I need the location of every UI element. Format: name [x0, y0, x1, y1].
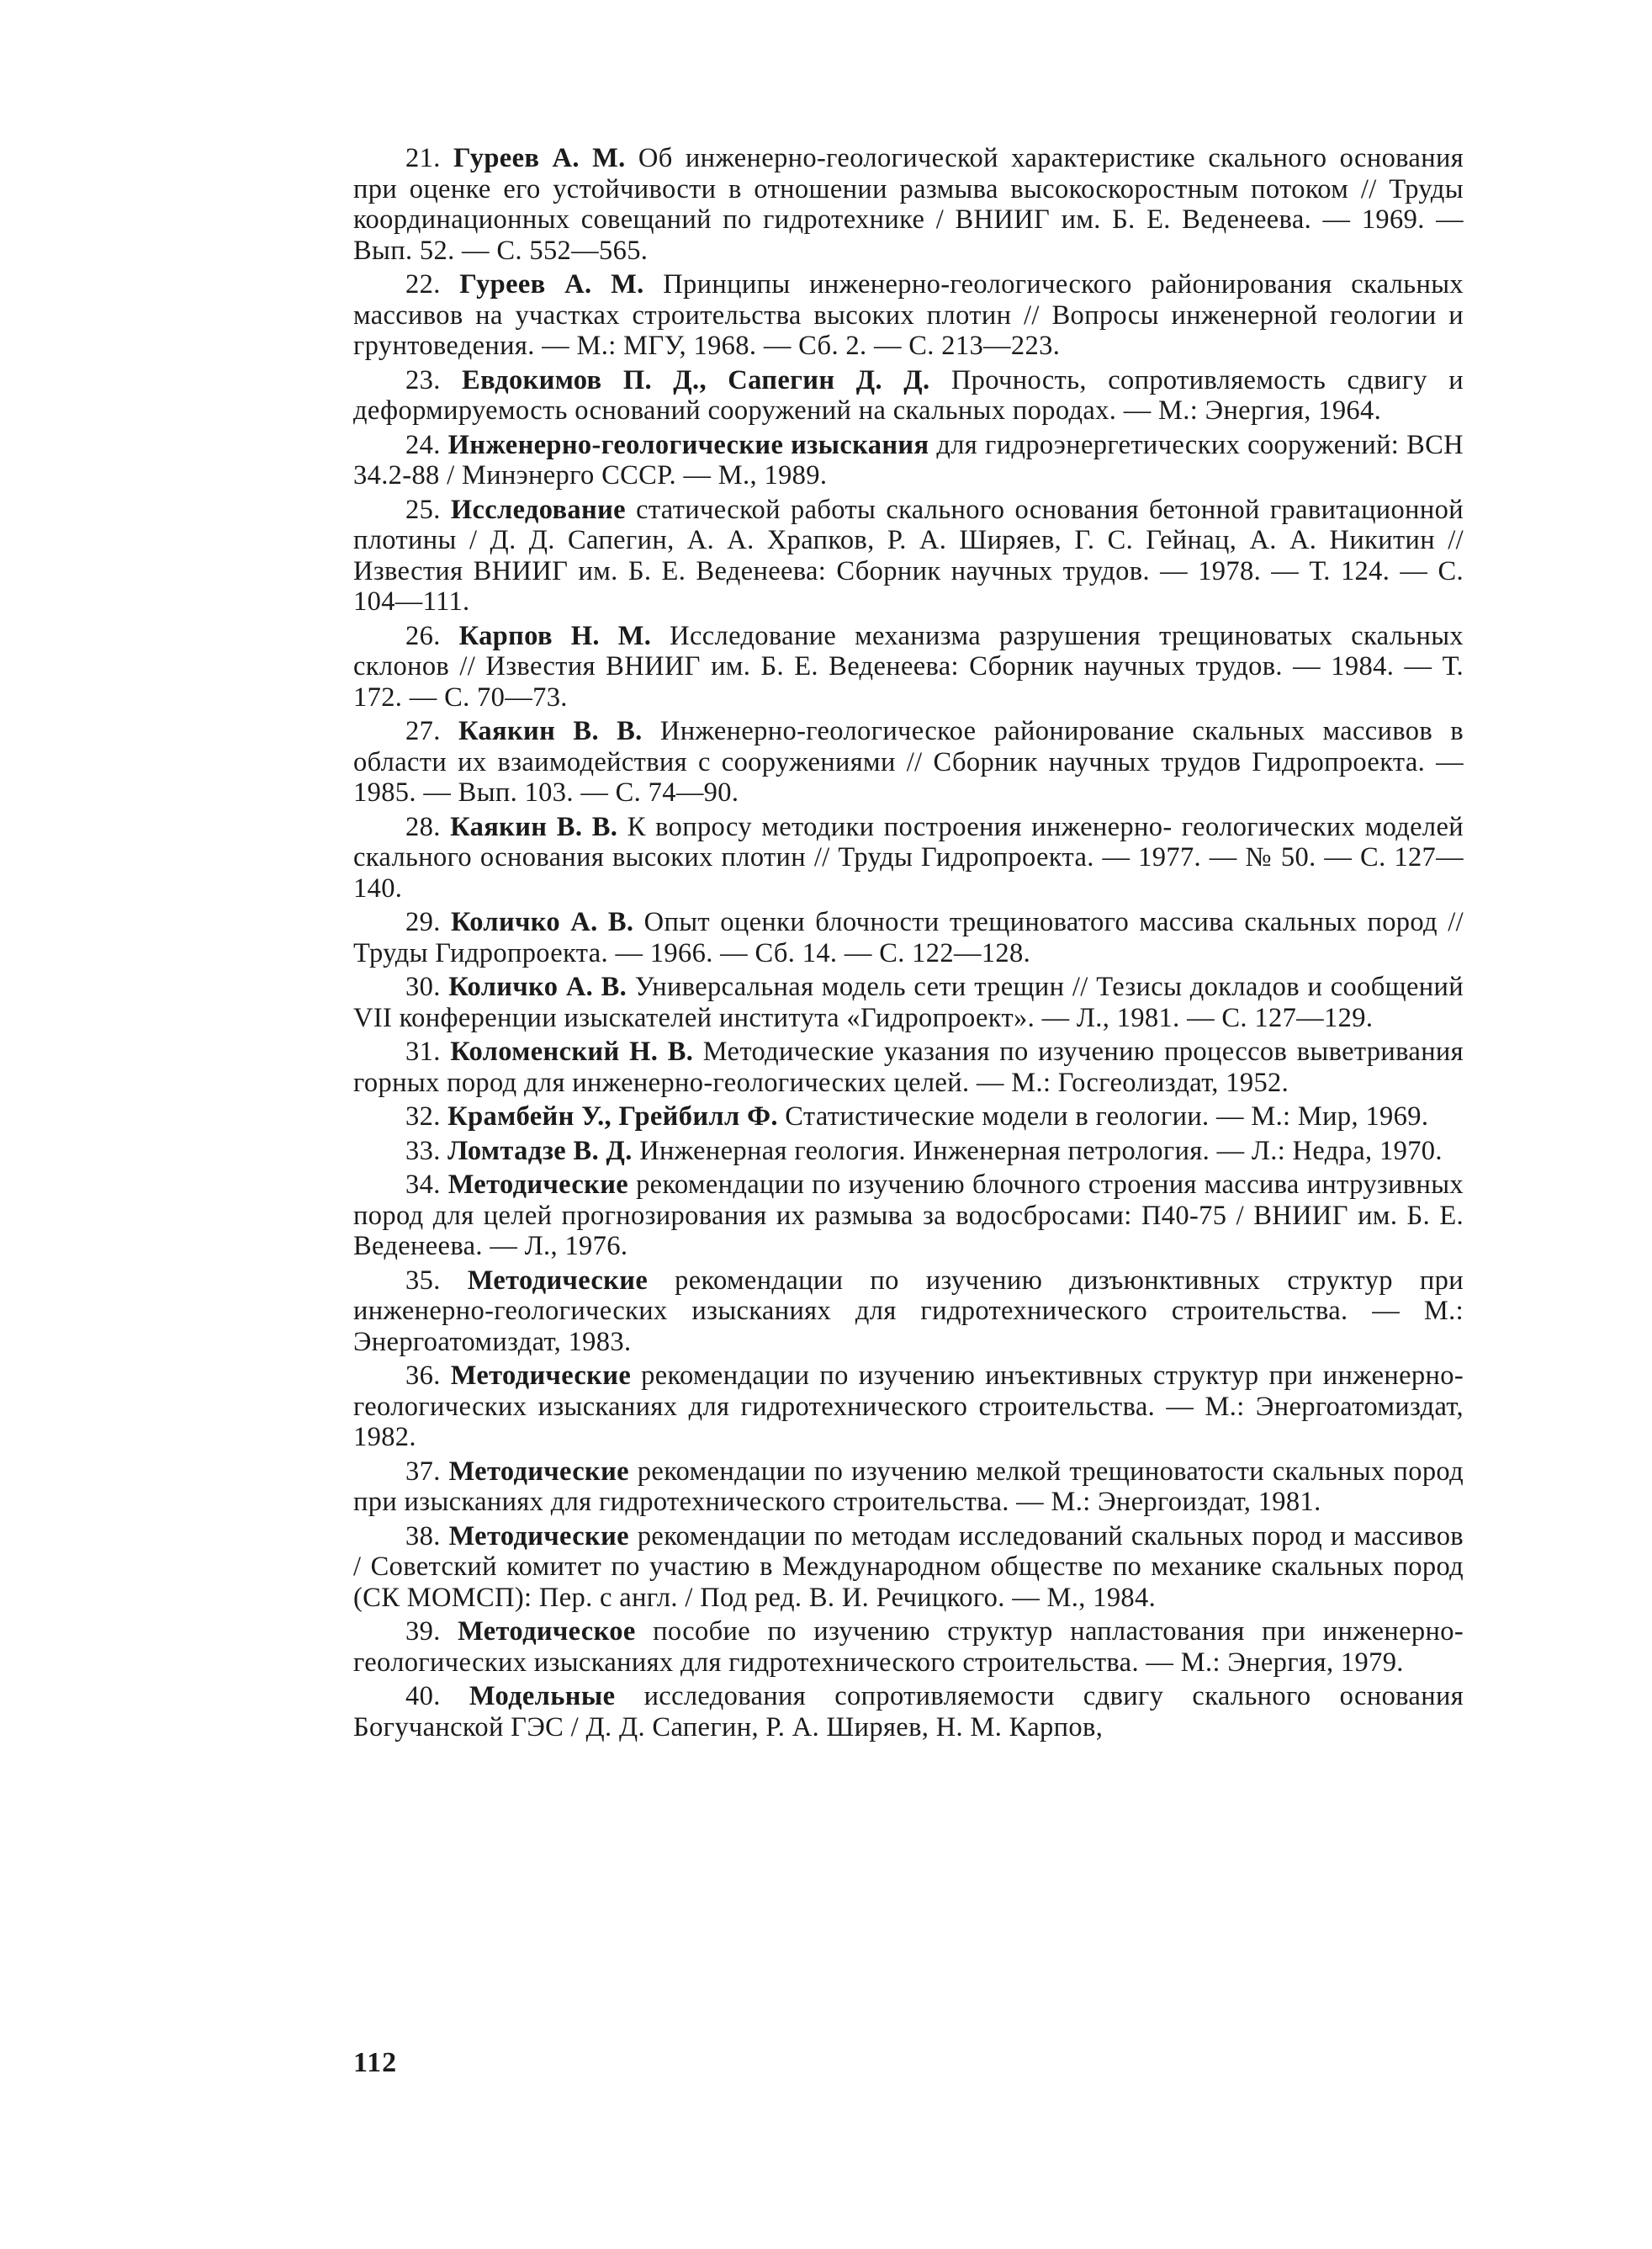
reference-number: 40. — [405, 1681, 441, 1711]
reference-author: Каякин В. В. — [450, 811, 618, 842]
reference-text: рекомендации по методам исследований скальных пород и массивов / Советский комитет по участию в Международном обществе по механике скальных пород (СК МОМСП): Пер. с англ. / Под ред. В. И. Речицкого. — М., 1984. — [353, 1520, 1464, 1613]
reference-number: 29. — [405, 907, 441, 937]
reference-number: 37. — [405, 1456, 441, 1487]
reference-number: 38. — [405, 1520, 441, 1551]
reference-number: 35. — [405, 1265, 441, 1296]
reference-number: 33. — [405, 1135, 441, 1166]
reference-number: 25. — [405, 494, 441, 525]
reference-author: Количко А. В. — [450, 907, 634, 937]
reference-item-34 — [353, 1170, 1464, 1262]
reference-author: Модельные — [469, 1681, 616, 1711]
reference-author: Инженерно-геологические изыскания — [447, 429, 929, 460]
reference-item-23 — [353, 365, 1464, 427]
reference-text: К вопросу методики построения инженерно- геологических моделей скального основания высоких плотин // Труды Гидропроекта. — 1977. — № 50. — С. 127—140. — [353, 811, 1464, 904]
reference-text: Опыт оценки блочности трещиноватого массива скальных пород // Труды Гидропроекта. — 1966. — Сб. 14. — С. 122—128. — [353, 907, 1464, 968]
reference-number: 34. — [405, 1170, 441, 1200]
reference-author: Методическое — [458, 1616, 636, 1647]
reference-number: 24. — [405, 429, 441, 460]
reference-text: рекомендации по изучению мелкой трещиноватости скальных пород при изысканиях для гидротехнического строительства. — М.: Энергоиздат, 1981. — [353, 1456, 1464, 1517]
reference-text: Методические указания по изучению процессов выветривания горных пород для инженерно-геологических целей. — М.: Госгеолиздат, 1952. — [353, 1037, 1464, 1098]
reference-author: Методические — [448, 1520, 629, 1551]
reference-number: 32. — [405, 1101, 441, 1132]
reference-author: Исследование — [450, 494, 626, 525]
reference-author: Методические — [450, 1361, 632, 1391]
reference-text: Прочность, сопротивляемость сдвигу и деформируемость оснований сооружений на скальных породах. — М.: Энергия, 1964. — [353, 364, 1464, 426]
reference-item-39 — [353, 1616, 1464, 1678]
reference-item-35 — [353, 1265, 1464, 1358]
reference-item-36 — [353, 1361, 1464, 1453]
reference-number: 39. — [405, 1616, 441, 1647]
reference-item-21 — [353, 143, 1464, 266]
reference-text: рекомендации по изучению блочного строения массива интрузивных пород для целей прогнозирования их размыва за водосбросами: П40-75 / ВНИИГ им. Б. Е. Веденеева. — Л., 1976. — [353, 1170, 1464, 1261]
reference-item-29 — [353, 907, 1464, 968]
reference-author: Каякин В. В. — [458, 716, 643, 746]
reference-item-33 — [353, 1136, 1464, 1167]
reference-author: Коломенский Н. В. — [450, 1037, 694, 1067]
reference-item-32 — [353, 1101, 1464, 1132]
reference-author: Евдокимов П. Д., Сапегин Д. Д. — [462, 364, 930, 395]
reference-text: Статистические модели в геологии. — М.: Мир, 1969. — [785, 1101, 1429, 1132]
reference-item-30 — [353, 972, 1464, 1033]
reference-text: для гидроэнергетических сооружений: ВСН 34.2-88 / Минэнерго СССР. — М., 1989. — [353, 429, 1464, 491]
reference-author: Гуреев А. М. — [453, 143, 626, 173]
reference-item-22 — [353, 269, 1464, 362]
reference-item-40 — [353, 1681, 1464, 1742]
reference-text: пособие по изучению структур напластования при инженерно-геологических изысканиях для гидротехнического строительства. — М.: Энергия, 1979. — [353, 1616, 1464, 1678]
reference-item-26 — [353, 621, 1464, 713]
reference-text: рекомендации по изучению дизъюнктивных структур при инженерно-геологических изысканиях для гидротехнического строительства. — М.: Энергоатомиздат, 1983. — [353, 1265, 1464, 1357]
reference-author: Методические — [467, 1265, 649, 1296]
reference-number: 28. — [405, 811, 441, 842]
reference-item-31 — [353, 1037, 1464, 1098]
reference-item-24 — [353, 430, 1464, 491]
reference-author: Методические — [448, 1456, 629, 1487]
reference-number: 23. — [405, 364, 441, 395]
reference-number: 36. — [405, 1361, 441, 1391]
reference-text: Инженерно-геологическое районирование скальных массивов в области их взаимодействия с сооружениями // Сборник научных трудов Гидропроекта. — 1985. — Вып. 103. — С. 74—90. — [353, 716, 1464, 808]
reference-number: 26. — [405, 620, 441, 651]
reference-author: Количко А. В. — [448, 972, 627, 1002]
reference-text: рекомендации по изучению инъективных структур при инженерно-геологических изысканиях для гидротехнического строительства. — М.: Энергоатомиздат, 1982. — [353, 1361, 1464, 1452]
reference-text: Об инженерно-геологической характеристике скального основания при оценке его устойчивости в отношении размыва высокоскоростным потоком // Труды координационных совещаний по гидротехнике / ВНИИГ им. Б. Е. Веденеева. — 1969. — Вып. 52. — С. 552—565. — [353, 143, 1464, 266]
reference-number: 22. — [405, 269, 441, 300]
reference-item-37 — [353, 1456, 1464, 1518]
reference-number: 27. — [405, 716, 441, 746]
reference-number: 30. — [405, 972, 441, 1002]
reference-text: Универсальная модель сети трещин // Тезисы докладов и сообщений VII конференции изыскателей института «Гидропроект». — Л., 1981. — С. 127—129. — [353, 972, 1464, 1033]
reference-author: Карпов Н. М. — [458, 620, 652, 651]
reference-list — [353, 143, 1464, 1746]
reference-text: исследования сопротивляемости сдвигу скального основания Богучанской ГЭС / Д. Д. Сапегин, Р. А. Ширяев, Н. М. Карпов, — [353, 1681, 1464, 1742]
reference-number: 31. — [405, 1037, 441, 1067]
reference-item-38 — [353, 1521, 1464, 1614]
reference-author: Крамбейн У., Грейбилл Ф. — [447, 1101, 778, 1132]
reference-text: Исследование механизма разрушения трещиноватых скальных склонов // Известия ВНИИГ им. Б. Е. Веденеева: Сборник научных трудов. — 1984. — Т. 172. — С. 70—73. — [353, 620, 1464, 713]
page-number: 112 — [353, 2047, 398, 2078]
reference-item-28 — [353, 812, 1464, 904]
reference-author: Гуреев А. М. — [459, 269, 644, 300]
reference-text: статической работы скального основания бетонной гравитационной плотины / Д. Д. Сапегин, А. А. Храпков, Р. А. Ширяев, Г. С. Гейнац, А. А. Никитин // Известия ВНИИГ им. Б. Е. Веденеева: Сборник научных трудов. — 1978. — Т. 124. — С. 104—111. — [353, 494, 1464, 617]
reference-author: Методические — [447, 1170, 629, 1200]
reference-text: Инженерная геология. Инженерная петрология. — Л.: Недра, 1970. — [639, 1135, 1443, 1166]
reference-item-25 — [353, 495, 1464, 618]
reference-author: Ломтадзе В. Д. — [447, 1135, 633, 1166]
reference-text: Принципы инженерно-геологического районирования скальных массивов на участках строительства высоких плотин // Вопросы инженерной геологии и грунтоведения. — М.: МГУ, 1968. — Сб. 2. — С. 213—223. — [353, 269, 1464, 361]
reference-item-27 — [353, 716, 1464, 809]
reference-number: 21. — [405, 143, 441, 173]
